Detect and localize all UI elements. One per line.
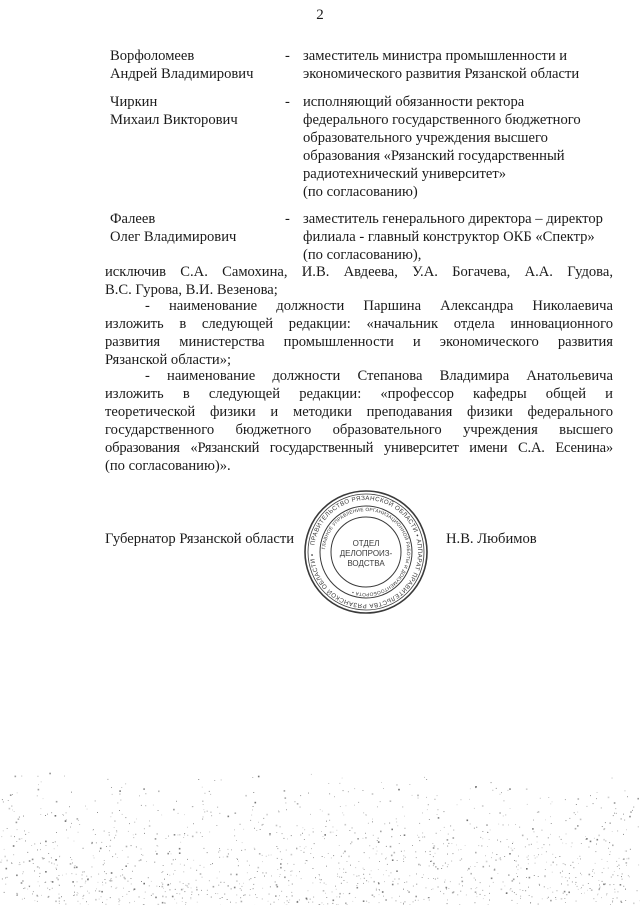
stamp-center-line: ВОДСТВА	[347, 559, 385, 568]
paragraph-parshin	[105, 297, 613, 369]
member-name	[110, 47, 280, 83]
paragraph-line: теоретической физики и методики преподавания физики федерального	[105, 404, 613, 420]
role-line: заместитель генерального директора – директор	[303, 211, 603, 227]
role-line: исполняющий обязанности ректора	[303, 94, 525, 110]
member-dash: -	[285, 94, 290, 110]
member-given-names: Михаил Викторович	[110, 112, 238, 128]
paragraph-exclusion	[105, 263, 613, 299]
stamp-center-line: ДЕЛОПРОИЗ-	[339, 549, 393, 558]
stamp-inner-text: ГЛАВНОЕ УПРАВЛЕНИЕ ОРГАНИЗАЦИОННОЙ РАБОТЫ И ДОКУМЕНТООБОРОТА •	[322, 507, 411, 597]
paragraph-line: (по согласованию)».	[105, 458, 231, 474]
paragraph-line: образования «Рязанский государственный университет имени С.А. Есенина»	[105, 440, 613, 456]
signatory-name: Н.В. Любимов	[446, 531, 537, 547]
role-line: радиотехнический университет»	[303, 166, 507, 182]
paragraph-line: изложить в следующей редакции: «начальник отдела инновационного	[105, 316, 613, 332]
paragraph-stepanov	[105, 367, 613, 475]
role-line: филиала - главный конструктор ОКБ «Спектр»	[303, 229, 595, 245]
member-surname: Чиркин	[110, 94, 158, 110]
member-role	[303, 210, 623, 264]
stamp-center-text	[340, 539, 393, 568]
member-role	[303, 47, 623, 83]
role-line: образовательного учреждения высшего	[303, 130, 548, 146]
role-line: федерального государственного бюджетного	[303, 112, 581, 128]
official-stamp	[302, 488, 430, 616]
member-surname: Ворфоломеев	[110, 48, 195, 64]
scan-noise	[0, 770, 640, 905]
stamp-outer-text: ПРАВИТЕЛЬСТВО РЯЗАНСКОЙ ОБЛАСТИ • АППАРАТ ПРАВИТЕЛЬСТВА РЯЗАНСКОЙ ОБЛАСТИ •	[309, 494, 424, 610]
role-line: (по согласованию),	[303, 247, 422, 263]
paragraph-line: изложить в следующей редакции: «профессор кафедры общей и	[105, 386, 613, 402]
member-name	[110, 210, 280, 246]
member-role	[303, 93, 623, 201]
paragraph-line: - наименование должности Паршина Александра Николаевича	[145, 298, 613, 314]
role-line: заместитель министра промышленности и	[303, 48, 568, 64]
paragraph-line: исключив С.А. Самохина, И.В. Авдеева, У.А. Богачева, А.А. Гудова,	[105, 264, 613, 280]
paragraph-line: Рязанской области»;	[105, 352, 232, 368]
member-surname: Фалеев	[110, 211, 156, 227]
page-number: 2	[316, 7, 324, 23]
role-line: экономического развития Рязанской области	[303, 66, 580, 82]
member-given-names: Андрей Владимирович	[110, 66, 254, 82]
paragraph-line: государственного бюджетного образовательного учреждения высшего	[105, 422, 613, 438]
member-dash: -	[285, 48, 290, 64]
role-line: (по согласованию)	[303, 184, 418, 200]
member-name	[110, 93, 280, 129]
role-line: образования «Рязанский государственный	[303, 148, 565, 164]
signatory-title: Губернатор Рязанской области	[105, 531, 295, 547]
stamp-center-line: ОТДЕЛ	[352, 539, 380, 548]
paragraph-line: развития министерства промышленности и экономического развития	[105, 334, 613, 350]
member-dash: -	[285, 211, 290, 227]
paragraph-line: - наименование должности Степанова Владимира Анатольевича	[145, 368, 613, 384]
member-given-names: Олег Владимирович	[110, 229, 237, 245]
paragraph-line: В.С. Гурова, В.И. Везенова;	[105, 282, 278, 298]
